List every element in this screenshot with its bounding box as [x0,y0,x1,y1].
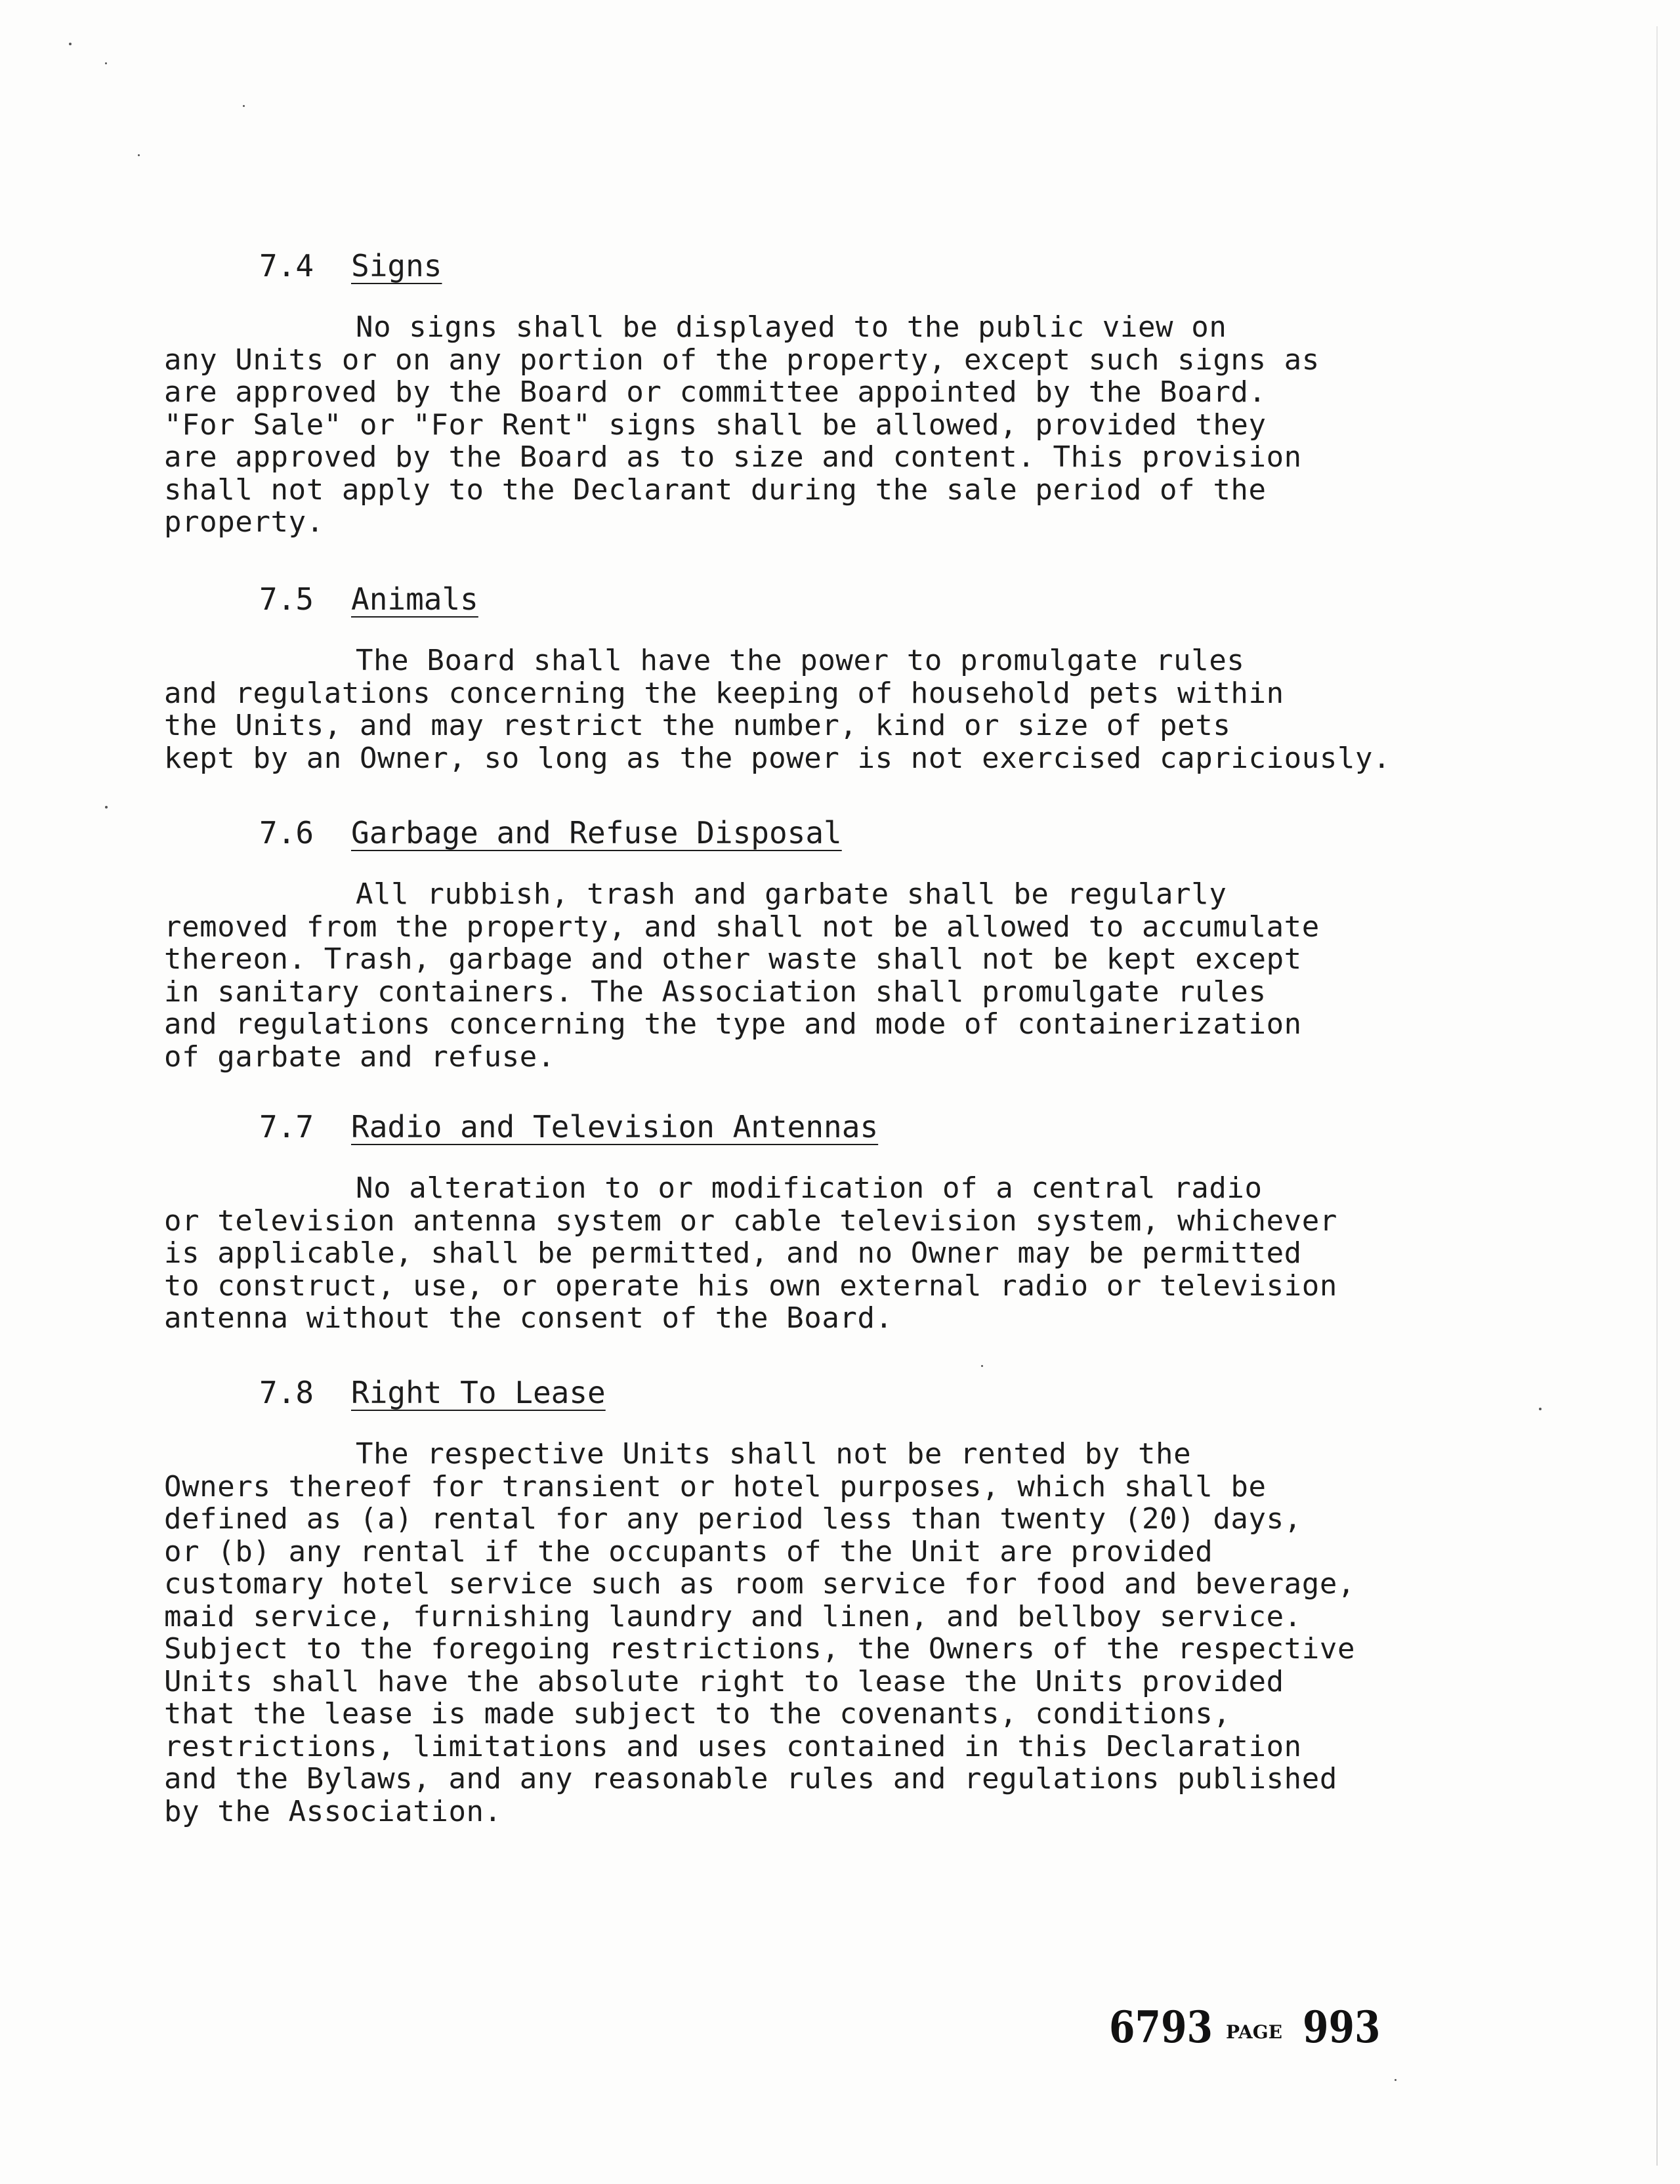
scan-speck [105,806,108,808]
paragraph-line: are approved by the Board as to size and content. This provision [164,440,1302,474]
section-heading [259,581,478,617]
paragraph-line: are approved by the Board or committee appointed by the Board. [164,375,1267,409]
paragraph-line: Owners thereof for transient or hotel purposes, which shall be [164,1469,1267,1503]
section-number: 7.8 [259,1375,314,1410]
paragraph-line: by the Association. [164,1794,502,1828]
scan-speck [138,154,140,156]
paragraph-line: "For Sale" or "For Rent" signs shall be allowed, provided they [164,408,1267,442]
section-heading [259,248,442,284]
paragraph-line: in sanitary containers. The Association shall promulgate rules [164,975,1267,1009]
scan-speck [1539,1408,1542,1410]
page-label: PAGE [1226,2021,1282,2043]
scan-speck [981,1365,983,1367]
section-paragraph [164,878,1320,1073]
section-title: Animals [351,581,478,617]
scan-edge-line [1656,26,1658,2166]
paragraph-line: The Board shall have the power to promulgate rules [356,644,1245,677]
page-number: 993 [1303,2002,1381,2053]
section-title: Signs [351,248,442,284]
section-number: 7.6 [259,815,314,850]
scan-speck [105,62,107,64]
section-heading [259,1375,606,1410]
paragraph-line: Units shall have the absolute right to lease the Units provided [164,1664,1284,1698]
scan-speck [243,105,245,107]
section-number: 7.4 [259,248,314,284]
section-paragraph [164,644,1391,774]
paragraph-line: any Units or on any portion of the property, except such signs as [164,343,1320,377]
paragraph-line: The respective Units shall not be rented by the [356,1437,1192,1471]
paragraph-line: No alteration to or modification of a central radio [356,1171,1263,1205]
book-number: 6793 [1109,2002,1213,2053]
paragraph-line: and regulations concerning the keeping of household pets within [164,676,1284,710]
paragraph-line: is applicable, shall be permitted, and no Owner may be permitted [164,1236,1302,1270]
scan-speck [1395,2079,1396,2081]
paragraph-line: of garbate and refuse. [164,1040,555,1074]
scan-speck [69,43,72,45]
paragraph-line: maid service, furnishing laundry and linen, and bellboy service. [164,1599,1302,1633]
paragraph-line: or television antenna system or cable television system, whichever [164,1204,1337,1238]
section-title: Garbage and Refuse Disposal [351,815,842,850]
paragraph-line: kept by an Owner, so long as the power is not exercised capriciously. [164,741,1391,775]
section-number: 7.7 [259,1109,314,1144]
paragraph-line: antenna without the consent of the Board. [164,1301,893,1335]
section-title: Radio and Television Antennas [351,1109,879,1144]
paragraph-line: defined as (a) rental for any period less than twenty (20) days, [164,1502,1302,1536]
paragraph-line: removed from the property, and shall not be allowed to accumulate [164,910,1320,944]
paragraph-line: and regulations concerning the type and mode of containerization [164,1007,1302,1041]
section-heading [259,815,842,850]
paragraph-line: that the lease is made subject to the covenants, conditions, [164,1697,1231,1731]
section-heading [259,1109,878,1144]
paragraph-line: customary hotel service such as room service for food and beverage, [164,1567,1356,1601]
paragraph-line: thereon. Trash, garbage and other waste shall not be kept except [164,942,1302,976]
paragraph-line: to construct, use, or operate his own external radio or television [164,1269,1337,1303]
section-number: 7.5 [259,581,314,617]
paragraph-line: Subject to the foregoing restrictions, the Owners of the respective [164,1632,1356,1666]
paragraph-line: the Units, and may restrict the number, kind or size of pets [164,709,1231,742]
section-paragraph [164,1172,1337,1335]
section-paragraph [164,311,1320,539]
paragraph-line: All rubbish, trash and garbate shall be regularly [356,877,1227,911]
paragraph-line: property. [164,505,324,539]
paragraph-line: and the Bylaws, and any reasonable rules and regulations published [164,1762,1337,1796]
paragraph-line: No signs shall be displayed to the public view on [356,310,1227,344]
paragraph-line: or (b) any rental if the occupants of the Unit are provided [164,1534,1213,1568]
section-paragraph [164,1438,1355,1828]
section-title: Right To Lease [351,1375,606,1410]
paragraph-line: shall not apply to the Declarant during the sale period of the [164,472,1267,507]
paragraph-line: restrictions, limitations and uses contained in this Declaration [164,1729,1302,1763]
